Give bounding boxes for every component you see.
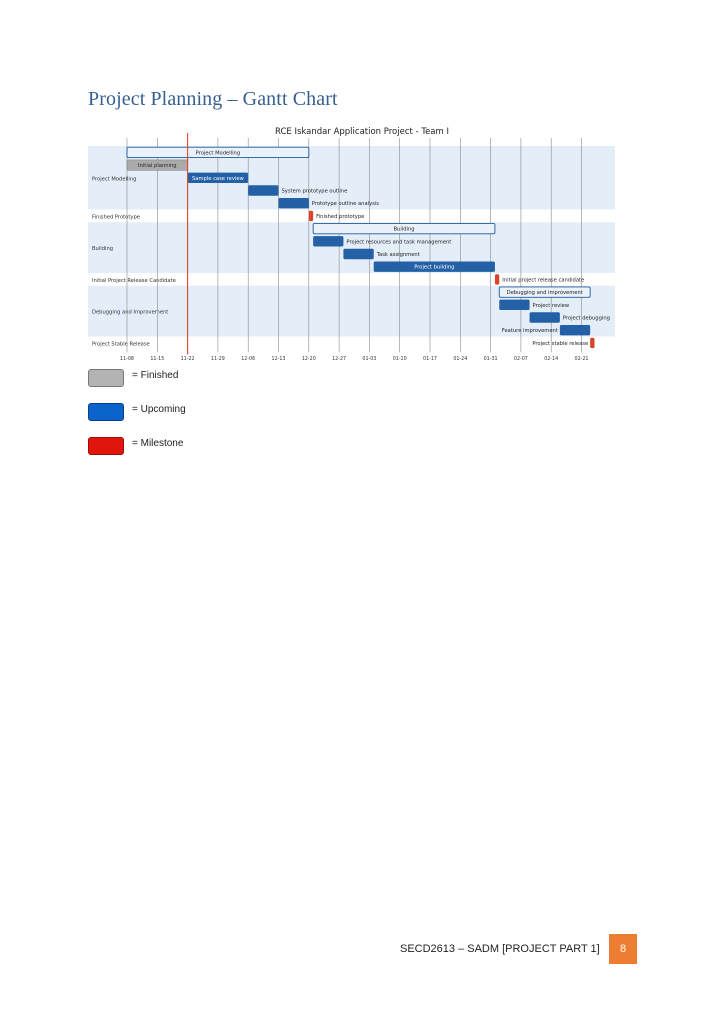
chart-title: RCE Iskandar Application Project - Team I: [274, 127, 450, 137]
group-label: Building: [92, 246, 114, 253]
bar-label: Project stable release: [532, 340, 589, 347]
task-bar: [248, 185, 278, 195]
task-bar: [313, 236, 343, 246]
task-bar: [499, 300, 529, 310]
footer-text: SECD2613 – SADM [PROJECT PART 1]: [400, 943, 600, 955]
page-number: 8: [609, 934, 637, 964]
tick-label: 11-29: [210, 357, 225, 363]
bar-label: Building: [393, 226, 415, 233]
tick-label: 12-20: [301, 357, 316, 363]
group-label: Finished Prototype: [92, 214, 140, 221]
tick-label: 01-17: [423, 357, 437, 363]
legend-swatch-finished: [88, 369, 124, 387]
tick-label: 01-31: [483, 357, 498, 363]
legend-label-finished: = Finished: [132, 370, 179, 381]
bar-label: Project resources and task management: [346, 239, 452, 246]
gantt-chart: [0, 0, 724, 380]
milestone-marker: [495, 274, 499, 284]
bar-label: Sample case review: [191, 175, 244, 182]
bar-label: Debugging and improvement: [506, 290, 583, 297]
tick-label: 12-13: [271, 357, 286, 363]
bar-label: Project Modelling: [195, 150, 241, 157]
tick-label: 11-22: [180, 357, 195, 363]
tick-label: 01-10: [392, 357, 407, 363]
bar-label: Feature improvement: [501, 328, 558, 335]
legend-swatch-milestone: [88, 437, 124, 455]
group-label: Project Stable Release: [92, 341, 150, 348]
task-bar: [560, 325, 590, 335]
group-label: Project Modelling: [92, 176, 137, 183]
group-label: Initial Project Release Candidate: [92, 277, 176, 284]
legend-label-milestone: = Milestone: [132, 438, 184, 449]
bar-label: Finished prototype: [316, 213, 365, 220]
tick-label: 02-21: [574, 357, 589, 363]
bar-label: Project review: [532, 302, 570, 309]
bar-label: Initial project release candidate: [502, 277, 585, 284]
bar-label: System prototype outline: [281, 188, 348, 195]
tick-label: 02-14: [544, 357, 559, 363]
bar-label: Prototype outline analysis: [311, 201, 379, 208]
legend-swatch-upcoming: [88, 403, 124, 421]
milestone-marker: [309, 211, 313, 221]
task-bar: [343, 249, 373, 259]
tick-label: 12-06: [241, 357, 256, 363]
tick-label: 11-08: [120, 357, 134, 363]
task-bar: [279, 198, 309, 208]
tick-label: 11-15: [150, 357, 165, 363]
legend-label-upcoming: = Upcoming: [132, 404, 186, 415]
tick-label: 01-24: [453, 357, 468, 363]
tick-label: 12-27: [332, 357, 347, 363]
task-bar: [530, 312, 560, 322]
tick-label: 01-03: [362, 357, 377, 363]
page-heading: Project Planning – Gantt Chart: [88, 88, 338, 110]
bar-label: Project debugging: [562, 315, 610, 322]
bar-label: Project building: [414, 264, 455, 271]
tick-label: 02-07: [513, 357, 528, 363]
milestone-marker: [590, 338, 594, 348]
group-label: Debugging and Improvement: [92, 309, 169, 316]
bar-label: Initial planning: [138, 163, 177, 170]
bar-label: Task assignment: [376, 252, 420, 258]
